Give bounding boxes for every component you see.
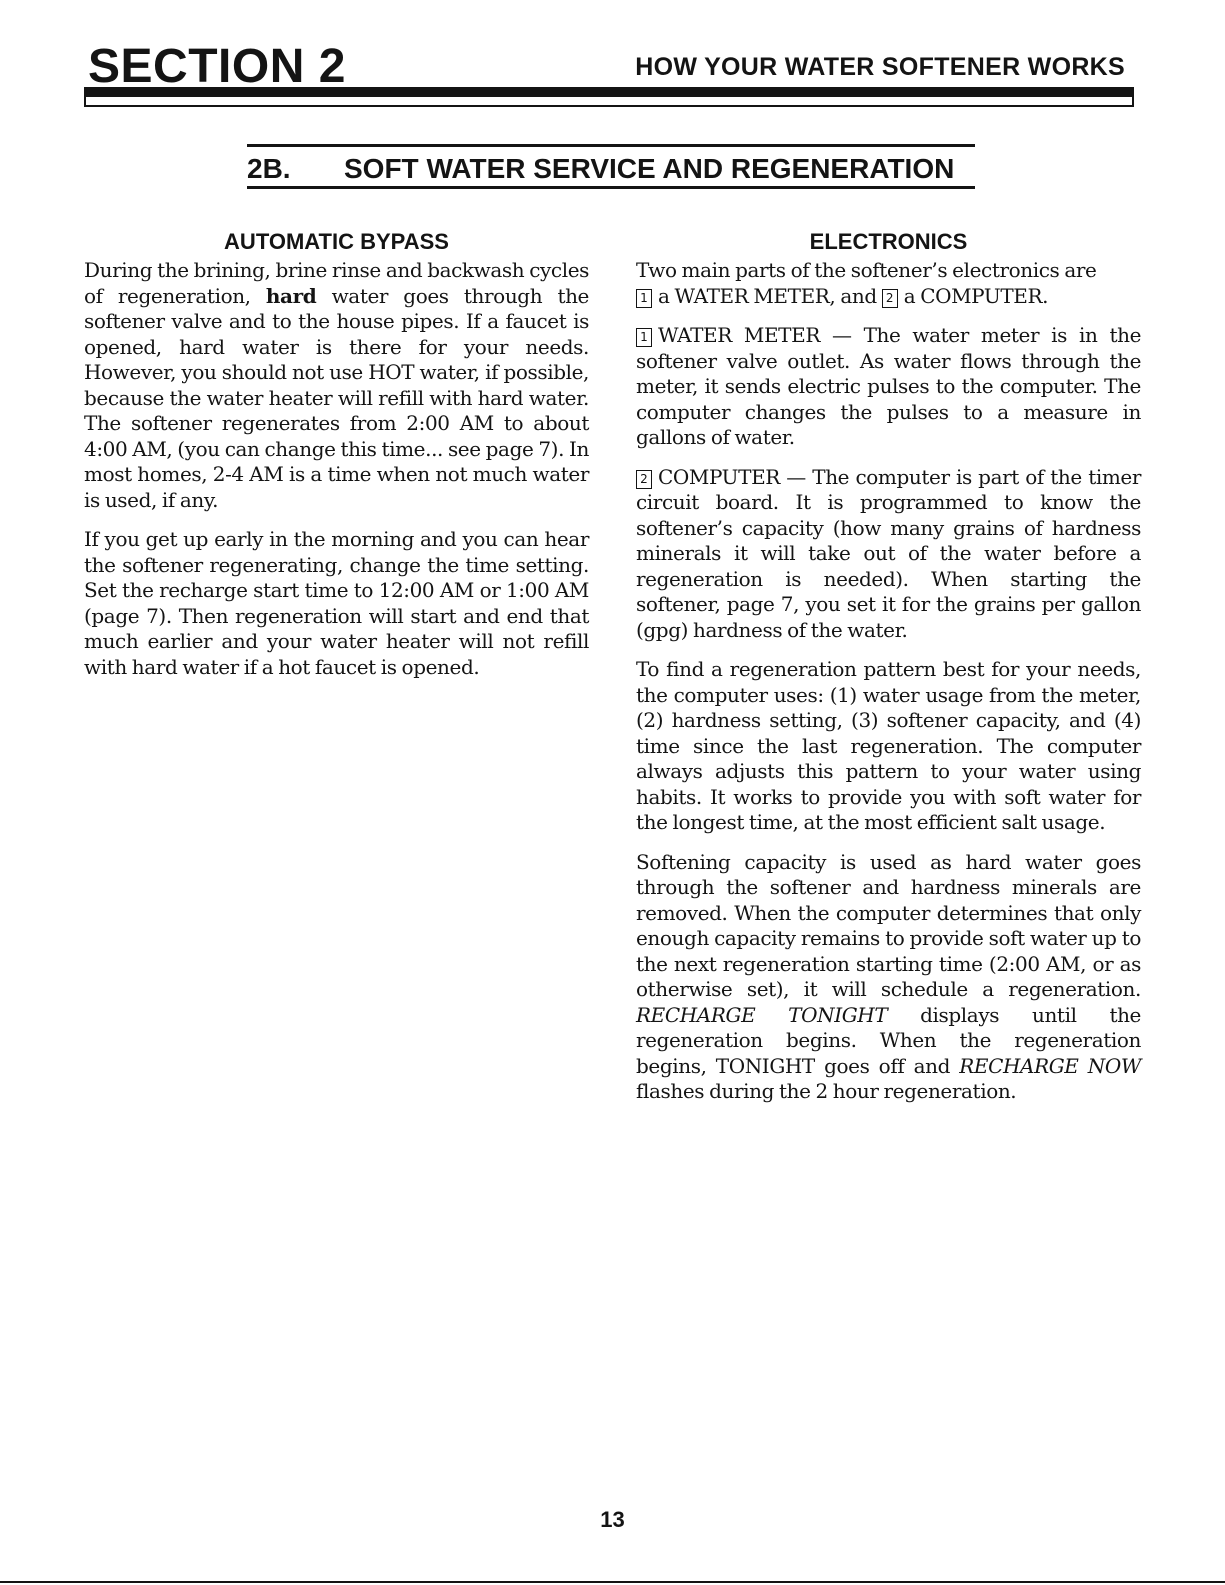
electronics-intro-computer: a COMPUTER. — [903, 283, 1049, 308]
capacity-text-c: flashes during the 2 hour regeneration. — [636, 1079, 1017, 1103]
subheading-rule-top — [247, 144, 975, 147]
subheading-number: 2B. — [247, 153, 291, 184]
electronics-intro-text: Two main parts of the softener’s electronics are — [636, 258, 1097, 282]
left-column — [84, 228, 589, 694]
recharge-tonight-text: RECHARGE TONIGHT — [636, 1002, 888, 1027]
page-header-title: HOW YOUR WATER SOFTENER WORKS — [635, 53, 1125, 81]
bypass-paragraph-1-text-b: water goes through the softener valve and to the house pipes. If a faucet is opened, hard water is there for your needs. However, you should not use HOT water, if possible, because the water heater will refill with hard water. The softener regenerates from 2:00 AM to about 4:00 AM, (you can change this time... see page 7). In most homes, 2-4 AM is a time when not much water is used, if any. — [84, 283, 589, 512]
water-meter-text: WATER METER — The water meter is in the softener valve outlet. As water flows through the meter, it sends electric pulses to the computer. The computer changes the pulses to a measure in gallons of water. — [636, 323, 1141, 449]
water-meter-paragraph — [636, 323, 1141, 451]
item-1-box: 1 — [636, 289, 652, 308]
page-edge-line — [0, 1581, 1225, 1583]
bypass-paragraph-2: If you get up early in the morning and you can hear the softener regenerating, change the time setting. Set the recharge start time to 12:00 AM or 1:00 AM (page 7). Then regeneration will start and end that much earlier and your water heater will not refill with hard water if a hot faucet is opened. — [84, 527, 589, 679]
electronics-heading: ELECTRONICS — [809, 229, 968, 254]
item-2-box: 2 — [636, 470, 652, 489]
right-column — [636, 228, 1141, 1119]
subheading-title: SOFT WATER SERVICE AND REGENERATION — [344, 153, 955, 184]
hard-emphasis: hard — [265, 283, 317, 308]
softening-capacity-paragraph — [636, 850, 1141, 1105]
subheading — [247, 153, 975, 185]
bypass-paragraph-1 — [84, 258, 589, 513]
item-2-box: 2 — [882, 289, 898, 308]
section-label: SECTION 2 — [88, 40, 346, 93]
capacity-text-b: displays until the regeneration begins. When the regeneration begins, TONIGHT goes off and — [636, 1002, 1141, 1078]
page-number: 13 — [600, 1507, 625, 1532]
computer-paragraph — [636, 465, 1141, 644]
electronics-paragraph-1 — [636, 258, 1141, 309]
electronics-intro-meter: a WATER METER, and — [658, 283, 877, 308]
recharge-now-text: RECHARGE NOW — [959, 1053, 1141, 1078]
bypass-paragraph-1-text-a: During the brining, brine rinse and backwash cycles of regeneration, — [84, 258, 589, 308]
capacity-text-a: Softening capacity is used as hard water goes through the softener and hardness minerals are removed. When the computer determines that only enough capacity remains to provide soft water up to the next regeneration starting time (2:00 AM, or as otherwise set), it will schedule a regeneration. — [636, 849, 1141, 1001]
header-rule — [84, 87, 1134, 107]
regeneration-pattern-paragraph: To find a regeneration pattern best for your needs, the computer uses: (1) water usage from the meter, (2) hardness setting, (3) softener capacity, and (4) time since the last regeneration. The computer always adjusts this pattern to your water using habits. It works to provide you with soft water for the longest time, at the most efficient salt usage. — [636, 657, 1141, 834]
computer-text: COMPUTER — The computer is part of the timer circuit board. It is programmed to know the softener’s capacity (how many grains of hardness minerals it will take out of the water before a regeneration is needed). When starting the softener, page 7, you set it for the grains per gallon (gpg) hardness of the water. — [636, 464, 1141, 642]
automatic-bypass-heading: AUTOMATIC BYPASS — [224, 229, 449, 254]
subheading-rule-bottom — [247, 186, 975, 189]
item-1-box: 1 — [636, 328, 652, 347]
